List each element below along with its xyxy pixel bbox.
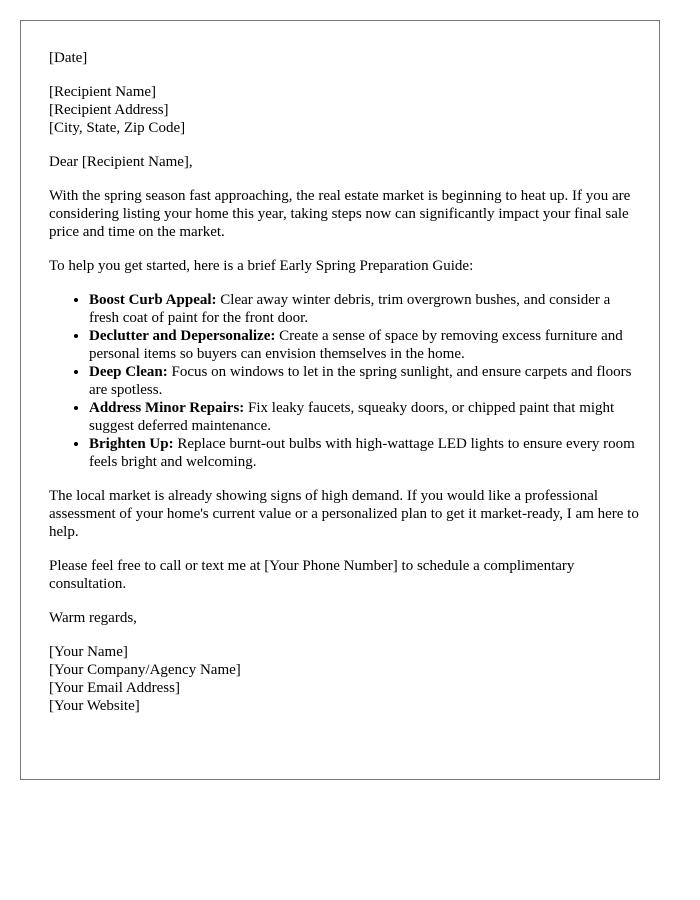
- signature-name: [Your Name]: [49, 644, 128, 660]
- list-item-text: Replace burnt-out bulbs with high-wattage LED lights to ensure every room feels bright and welcoming.: [89, 436, 635, 470]
- letter-page: [20, 20, 660, 780]
- intro-paragraph: With the spring season fast approaching, the real estate market is beginning to heat up. If you are considering listing your home this year, taking steps now can significantly impact your final sale price and time on the market.: [49, 188, 631, 240]
- list-item-title: Deep Clean:: [89, 364, 168, 380]
- guide-intro: To help you get started, here is a brief Early Spring Preparation Guide:: [49, 258, 474, 274]
- list-item: [89, 327, 639, 363]
- signature-website: [Your Website]: [49, 698, 140, 714]
- list-item-title: Address Minor Repairs:: [89, 400, 245, 416]
- recipient-city-state-zip: [City, State, Zip Code]: [49, 120, 186, 136]
- list-item: [89, 435, 639, 471]
- recipient-name: [Recipient Name]: [49, 84, 157, 100]
- list-item-text: Focus on windows to let in the spring sunlight, and ensure carpets and floors are spotless.: [89, 364, 632, 398]
- list-item-title: Brighten Up:: [89, 436, 174, 452]
- list-item-title: Boost Curb Appeal:: [89, 292, 217, 308]
- preparation-guide-list: [49, 291, 639, 471]
- list-item: [89, 363, 639, 399]
- market-paragraph: The local market is already showing signs of high demand. If you would like a professional assessment of your home's current value or a personalized plan to get it market-ready, I am here to help.: [49, 488, 639, 540]
- signature-block: [49, 643, 639, 715]
- list-item: [89, 291, 639, 327]
- list-item-text: Fix leaky faucets, squeaky doors, or chipped paint that might suggest deferred maintenance.: [89, 400, 615, 434]
- recipient-block: [49, 83, 639, 137]
- closing: Warm regards,: [49, 610, 137, 626]
- recipient-address: [Recipient Address]: [49, 102, 169, 118]
- list-item-text: Create a sense of space by removing excess furniture and personal items so buyers can envision themselves in the home.: [89, 328, 623, 362]
- list-item: [89, 399, 639, 435]
- signature-company: [Your Company/Agency Name]: [49, 662, 241, 678]
- letter-body: [49, 49, 639, 731]
- signature-email: [Your Email Address]: [49, 680, 180, 696]
- salutation: Dear [Recipient Name],: [49, 154, 193, 170]
- list-item-title: Declutter and Depersonalize:: [89, 328, 276, 344]
- list-item-text: Clear away winter debris, trim overgrown bushes, and consider a fresh coat of paint for the front door.: [89, 292, 611, 326]
- contact-paragraph: Please feel free to call or text me at [Your Phone Number] to schedule a complimentary consultation.: [49, 558, 575, 592]
- letter-date: [Date]: [49, 50, 88, 66]
